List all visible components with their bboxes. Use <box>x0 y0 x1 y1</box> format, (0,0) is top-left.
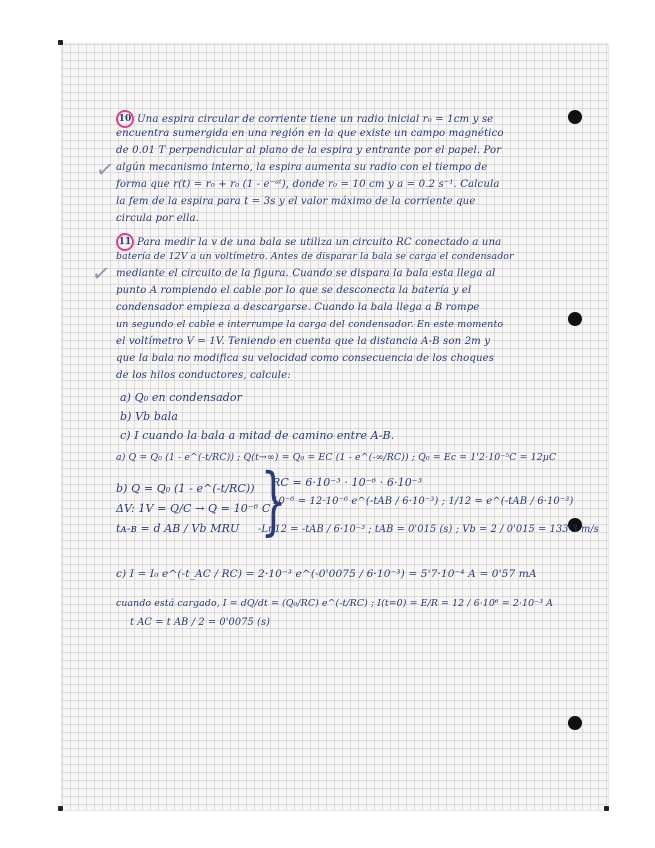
solution-b-line: -Ln12 = -tAB / 6·10⁻³ ; tAB = 0'015 (s) ; Vb = 2 / 0'015 = 133'3 m/s <box>258 524 599 535</box>
solution-b-line: b) Q = Q₀ (1 - e^(-t/RC)) <box>116 482 255 495</box>
problem-11-line: el voltímetro V = 1V. Teniendo en cuenta que la distancia A-B son 2m y <box>116 336 491 347</box>
solution-c-line: t AC = t AB / 2 = 0'0075 (s) <box>130 617 271 628</box>
solution-b-line: 10⁻⁶ = 12·10⁻⁶ e^(-tAB / 6·10⁻³) ; 1/12 = e^(-tAB / 6·10⁻³) <box>272 496 574 507</box>
solution-b-line: tᴀ-ʙ = d AB / Vb MRU <box>116 522 240 535</box>
problem-10-line: de 0.01 T perpendicular al plano de la espira y entrante por el papel. Por <box>116 145 502 156</box>
problem-10-line: circula por ella. <box>116 213 199 224</box>
problem-11-line: 11 Para medir la v de una bala se utiliza un circuito RC conectado a una <box>116 233 501 251</box>
problem-11-line: un segundo el cable e interrumpe la carga del condensador. En este momento <box>116 319 504 330</box>
problem-10-line: 10 Una espira circular de corriente tiene un radio inicial r₀ = 1cm y se <box>116 110 493 128</box>
check-mark-icon: ✓ <box>90 260 113 289</box>
problem-11-line: condensador empieza a descargarse. Cuando la bala llega a B rompe <box>116 302 480 313</box>
system-brace: } <box>260 458 287 544</box>
problem-10-line: algún mecanismo interno, la espira aumenta su radio con el tiempo de <box>116 162 488 173</box>
problem-number-badge: 10 <box>116 110 134 128</box>
binder-hole <box>568 716 582 730</box>
solution-a: a) Q = Q₀ (1 - e^(-t/RC)) ; Q(t→∞) = Q₀ = EC (1 - e^(-∞/RC)) ; Q₀ = Ec = 1'2·10⁻⁵C = 12µC <box>116 452 557 463</box>
solution-b-line: ΔV: 1V = Q/C → Q = 10⁻⁶ C <box>116 502 271 515</box>
solution-b-line: RC = 6·10⁻³ · 10⁻⁶ · 6·10⁻³ <box>272 476 423 489</box>
question-a: a) Q₀ en condensador <box>120 391 242 404</box>
problem-11-line: que la bala no modifica su velocidad como consecuencia de los choques <box>116 353 495 364</box>
problem-11-line: batería de 12V a un voltímetro. Antes de disparar la bala se carga el condensador <box>116 251 514 262</box>
problem-10-line: la fem de la espira para t = 3s y el valor máximo de la corriente que <box>116 196 476 207</box>
binder-hole <box>568 312 582 326</box>
corner-mark <box>58 806 63 811</box>
corner-mark <box>58 40 63 45</box>
problem-11-line: punto A rompiendo el cable por lo que se desconecta la batería y el <box>116 285 472 296</box>
notebook-page <box>62 44 608 810</box>
problem-11-line: mediante el circuito de la figura. Cuando se dispara la bala esta llega al <box>116 268 496 279</box>
problem-10-line: encuentra sumergida en una región en la que existe un campo magnético <box>116 128 504 139</box>
check-mark-icon: ✓ <box>94 156 117 185</box>
question-b: b) Vb bala <box>120 410 178 423</box>
solution-c-line: c) I = I₀ e^(-t_AC / RC) = 2·10⁻³ e^(-0'0075 / 6·10⁻³) = 5'7·10⁻⁴ A = 0'57 mA <box>116 568 537 580</box>
solution-c-line: cuando está cargado, I = dQ/dt = (Q₀/RC) e^(-t/RC) ; I(t=0) = E/R = 12 / 6·10⁶ = 2·10⁻³ A <box>116 598 554 609</box>
problem-10-line: forma que r(t) = r₀ + r₀ (1 - e⁻ᵃᵗ), donde r₀ = 10 cm y a = 0.2 s⁻¹. Calcula <box>116 179 500 190</box>
problem-number-badge: 11 <box>116 233 134 251</box>
problem-11-line: de los hilos conductores, calcule: <box>116 370 291 381</box>
corner-mark <box>604 806 609 811</box>
binder-hole <box>568 110 582 124</box>
question-c: c) I cuando la bala a mitad de camino entre A-B. <box>120 429 395 442</box>
